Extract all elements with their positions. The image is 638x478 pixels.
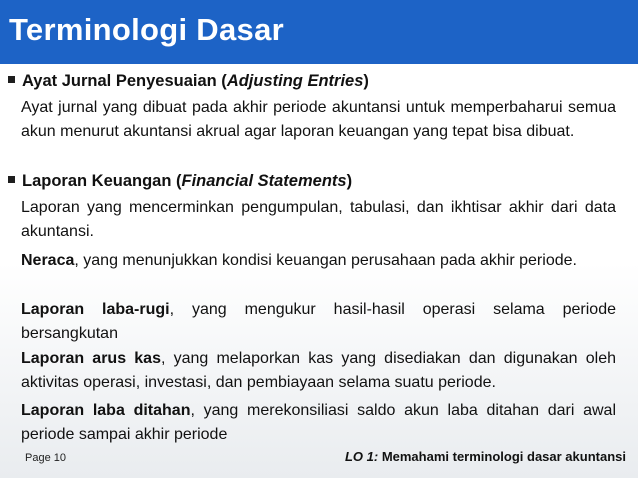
bullet-label: Laporan Keuangan ( [22,172,182,190]
bullet-label: Ayat Jurnal Penyesuaian ( [22,72,227,90]
bullet-square-icon [8,176,15,183]
text-laba-ditahan: , yang merekonsiliasi saldo akun laba ditahan dari awal periode sampai akhir periode [21,402,616,443]
bullet-close: ) [363,72,369,90]
lo-text: Memahami terminologi dasar akuntansi [378,449,626,464]
text-arus-kas: , yang melaporkan kas yang disediakan dan digunakan oleh aktivitas operasi, investasi, dan pembiayaan selama suatu periode. [21,350,617,391]
paragraph-neraca [21,249,616,273]
paragraph-laba-ditahan [21,399,616,447]
paragraph-adjusting-entries: Ayat jurnal yang dibuat pada akhir periode akuntansi untuk memperbaharui semua akun menurut akuntansi akrual agar laporan keuangan yang tepat bisa dibuat. [21,99,616,140]
page-number: Page 10 [25,452,66,464]
term-neraca: Neraca [21,252,75,269]
bullet-square-icon [8,76,15,83]
term-laba-rugi: Laporan laba-rugi [21,301,170,318]
paragraph-financial-statements: Laporan yang mencerminkan pengumpulan, tabulasi, dan ikhtisar akhir dari data akuntansi. [21,199,616,240]
text-laba-rugi: , yang mengukur hasil-hasil operasi selama periode bersangkutan [21,301,617,342]
text-neraca: , yang menunjukkan kondisi keuangan perusahaan pada akhir periode. [74,252,577,269]
term-arus-kas: Laporan arus kas [21,350,161,367]
bullet-financial-statements [8,172,352,191]
slide-title: Terminologi Dasar [9,12,284,47]
paragraph-arus-kas [21,347,616,395]
title-bar [0,0,638,64]
bullet-close: ) [346,172,353,190]
bullet-term: Adjusting Entries [226,72,364,90]
learning-objective [345,449,626,464]
lo-prefix: LO 1: [344,449,379,464]
bullet-term: Financial Statements [181,172,347,190]
paragraph-laba-rugi [21,298,616,346]
term-laba-ditahan: Laporan laba ditahan [21,402,191,419]
bullet-adjusting-entries [8,72,369,91]
